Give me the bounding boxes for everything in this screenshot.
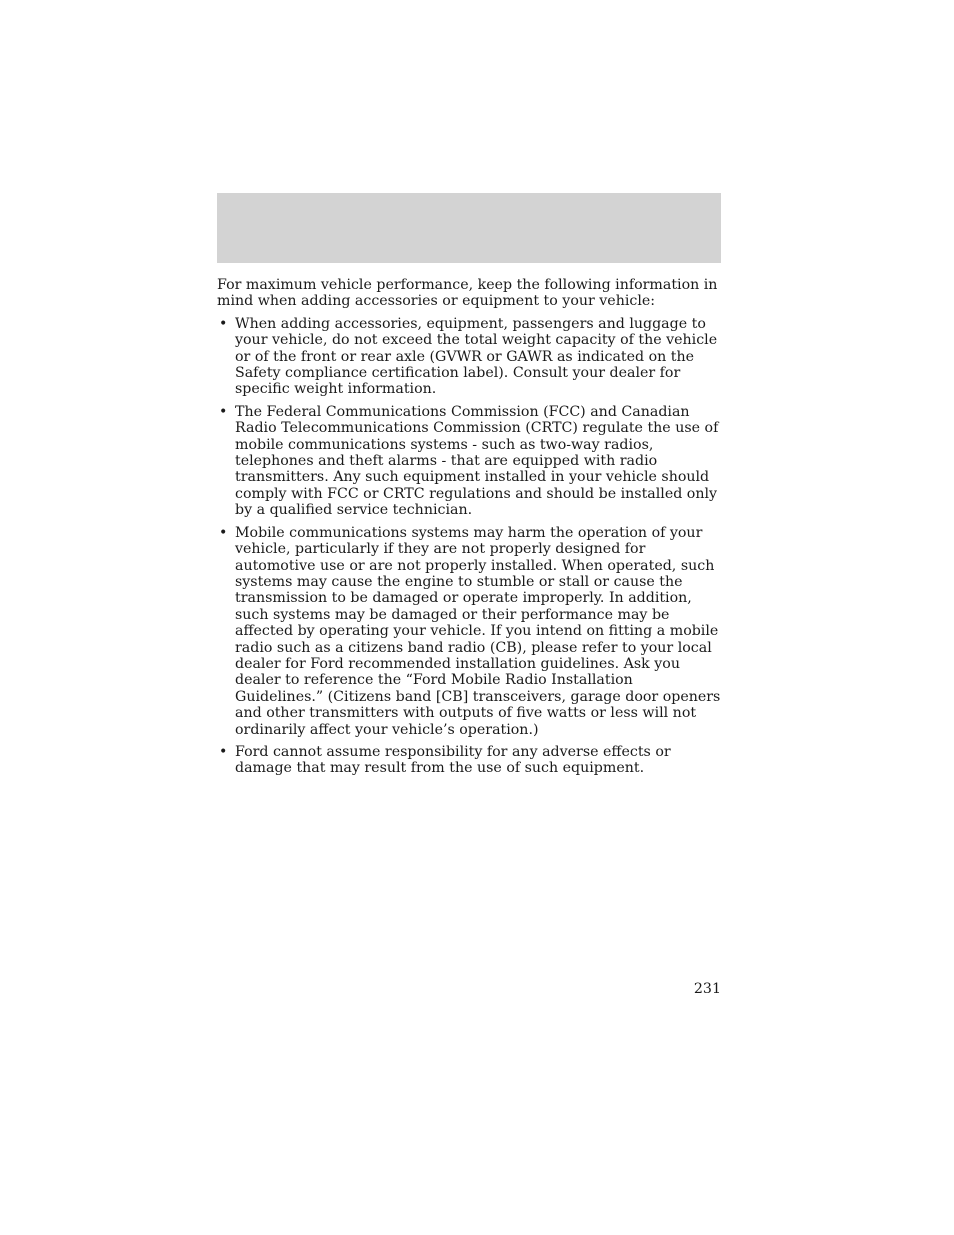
list-item (217, 744, 721, 777)
page-number: 231 (693, 981, 721, 997)
list-item (217, 316, 721, 398)
bullet-icon: • (219, 743, 228, 760)
list-item-text: The Federal Communications Commission (FCC) and Canadian Radio Telecommunications Commission (CRTC) regulate the use of mobile communications systems - such as two-way radios, telephones and theft alarms - that are equipped with radio transmitters. Any such equipment installed in your vehicle should comply with FCC or CRTC regulations and should be installed only by a qualified service technician. (235, 403, 719, 519)
bullet-icon: • (219, 315, 228, 332)
bullet-icon: • (219, 403, 228, 420)
list-item-text: When adding accessories, equipment, passengers and luggage to your vehicle, do not exceed the total weight capacity of the vehicle or of the front or rear axle (GVWR or GAWR as indicated on the Safety compliance certification label). Consult your dealer for specific weight information. (235, 315, 718, 398)
bullet-list (217, 316, 721, 777)
section-header-band (217, 193, 721, 263)
list-item-text: Mobile communications systems may harm the operation of your vehicle, particularly if they are not properly designed for automotive use or are not properly installed. When operated, such systems may cause the engine to stumble or stall or cause the transmission to be damaged or operate improperly. In addition, such systems may be damaged or their performance may be affected by operating your vehicle. If you intend on fitting a mobile radio such as a citizens band radio (CB), please refer to your local dealer for Ford recommended installation guidelines. Ask you dealer to reference the “Ford Mobile Radio Installation Guidelines.” (Citizens band [CB] transceivers, garage door openers and other transmitters with outputs of five watts or less will not ordinarily affect your vehicle’s operation.) (235, 524, 721, 738)
list-item-text: Ford cannot assume responsibility for any adverse effects or damage that may result from the use of such equipment. (235, 743, 671, 777)
bullet-icon: • (219, 524, 228, 541)
intro-paragraph: For maximum vehicle performance, keep the following information in mind when adding accessories or equipment to your vehicle: (217, 277, 718, 310)
list-item (217, 525, 721, 738)
list-item (217, 404, 721, 519)
page-content (217, 277, 721, 783)
